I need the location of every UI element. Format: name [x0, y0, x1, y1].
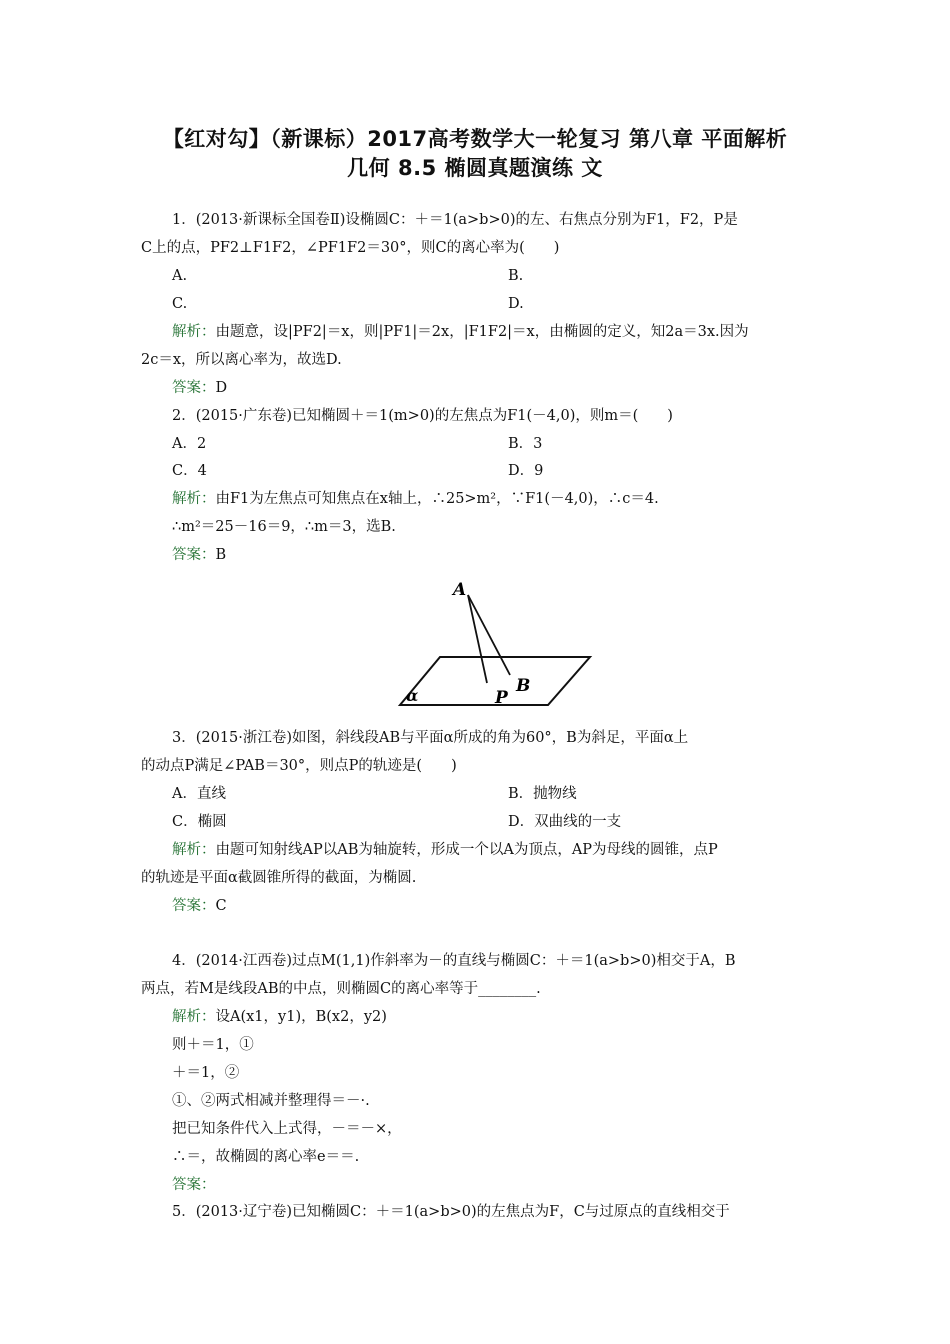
q2-solution-text1: 由F1为左焦点可知焦点在x轴上，∴25>m²，∵F1(－4,0)，∴c＝4.: [215, 491, 659, 507]
q3-solution-text1: 由题可知射线AP以AB为轴旋转，形成一个以A为顶点，AP为母线的圆锥，点P: [215, 842, 718, 858]
q1-solution-text1: 由题意，设|PF2|＝x，则|PF1|＝2x，|F1F2|＝x，由椭圆的定义，知2a＝3x.因为: [215, 324, 749, 340]
q4-answer: [172, 1175, 216, 1195]
q4-solution-line6: ∴＝，故椭圆的离心率e＝＝.: [172, 1149, 360, 1165]
q4-stem-line2: 两点，若M是线段AB的中点，则椭圆C的离心率等于________.: [141, 981, 541, 997]
q4-answer-label: 答案：: [172, 1177, 216, 1193]
q2-answer-value: B: [215, 547, 227, 563]
q1-option-b: B.: [508, 268, 524, 284]
q2-option-a: A．2: [172, 436, 207, 452]
q2-answer: [172, 545, 226, 565]
q1-answer: [172, 378, 227, 398]
q2-answer-label: 答案：: [172, 547, 216, 563]
doc-title-line2: 几何 8.5 椭圆真题演练 文: [347, 156, 603, 180]
q3-answer: [172, 896, 227, 916]
q1-solution-label: 解析：: [172, 324, 216, 340]
q3-solution-line1: [172, 840, 718, 860]
plane-figure: [380, 575, 610, 715]
q2-stem-line1: 2．(2015·广东卷)已知椭圆＋＝1(m>0)的左焦点为F1(－4,0)，则m＝( ): [172, 408, 673, 424]
q4-stem-line1: 4．(2014·江西卷)过点M(1,1)作斜率为－的直线与椭圆C：＋＝1(a>b>0)相交于A，B: [172, 953, 736, 969]
q3-option-d: D．双曲线的一支: [508, 814, 622, 830]
q1-option-d: D.: [508, 296, 524, 312]
q4-solution-text1: 设A(x1，y1)，B(x2，y2): [215, 1009, 387, 1025]
q3-stem-line2: 的动点P满足∠PAB＝30°，则点P的轨迹是( ): [141, 758, 457, 774]
q2-solution-line1: [172, 489, 659, 509]
q1-answer-value: D: [215, 380, 228, 396]
q3-stem-line1: 3．(2015·浙江卷)如图，斜线段AB与平面α所成的角为60°，B为斜足，平面α上: [172, 730, 689, 746]
label-a: A: [453, 580, 467, 600]
q4-solution-line4: ①、②两式相减并整理得＝－·.: [172, 1093, 370, 1109]
q2-option-b: B．3: [508, 436, 543, 452]
q5-stem-line1: 5．(2013·辽宁卷)已知椭圆C：＋＝1(a>b>0)的左焦点为F，C与过原点的直线相交于: [172, 1204, 730, 1220]
q2-solution-line2: ∴m²＝25－16＝9，∴m＝3，选B.: [172, 519, 396, 535]
q4-solution-label: 解析：: [172, 1009, 216, 1025]
q1-option-a: A.: [172, 268, 188, 284]
doc-title-line1: 【红对勾】（新课标）2017高考数学大一轮复习 第八章 平面解析: [162, 127, 788, 151]
segment-ap: [468, 595, 487, 683]
q2-option-d: D．9: [508, 463, 544, 479]
q1-stem-line1: 1．(2013·新课标全国卷Ⅱ)设椭圆C：＋＝1(a>b>0)的左、右焦点分别为F1，F2，P是: [172, 212, 738, 228]
q3-solution-label: 解析：: [172, 842, 216, 858]
label-b: B: [516, 676, 531, 696]
q4-solution-line3: ＋＝1，②: [172, 1065, 240, 1081]
q1-answer-label: 答案：: [172, 380, 216, 396]
q4-solution-line1: [172, 1007, 387, 1027]
q3-option-c: C．椭圆: [172, 814, 227, 830]
q1-stem-line2: C上的点，PF2⊥F1F2，∠PF1F2＝30°，则C的离心率为( ): [141, 240, 560, 256]
label-p: P: [495, 688, 508, 708]
q3-answer-label: 答案：: [172, 898, 216, 914]
q2-option-c: C．4: [172, 463, 207, 479]
q2-solution-label: 解析：: [172, 491, 216, 507]
q4-solution-line5: 把已知条件代入上式得，－＝－×，: [172, 1121, 402, 1137]
label-alpha: α: [406, 686, 419, 705]
q1-solution-line1: [172, 322, 749, 342]
q1-solution-line2: 2c＝x，所以离心率为，故选D.: [141, 352, 342, 368]
q3-answer-value: C: [215, 898, 227, 914]
q1-option-c: C.: [172, 296, 188, 312]
q3-option-a: A．直线: [172, 786, 226, 802]
q3-option-b: B．抛物线: [508, 786, 577, 802]
q4-solution-line2: 则＋＝1，①: [172, 1037, 254, 1053]
segment-ab: [468, 595, 510, 675]
q3-solution-line2: 的轨迹是平面α截圆锥所得的截面，为椭圆.: [141, 870, 417, 886]
